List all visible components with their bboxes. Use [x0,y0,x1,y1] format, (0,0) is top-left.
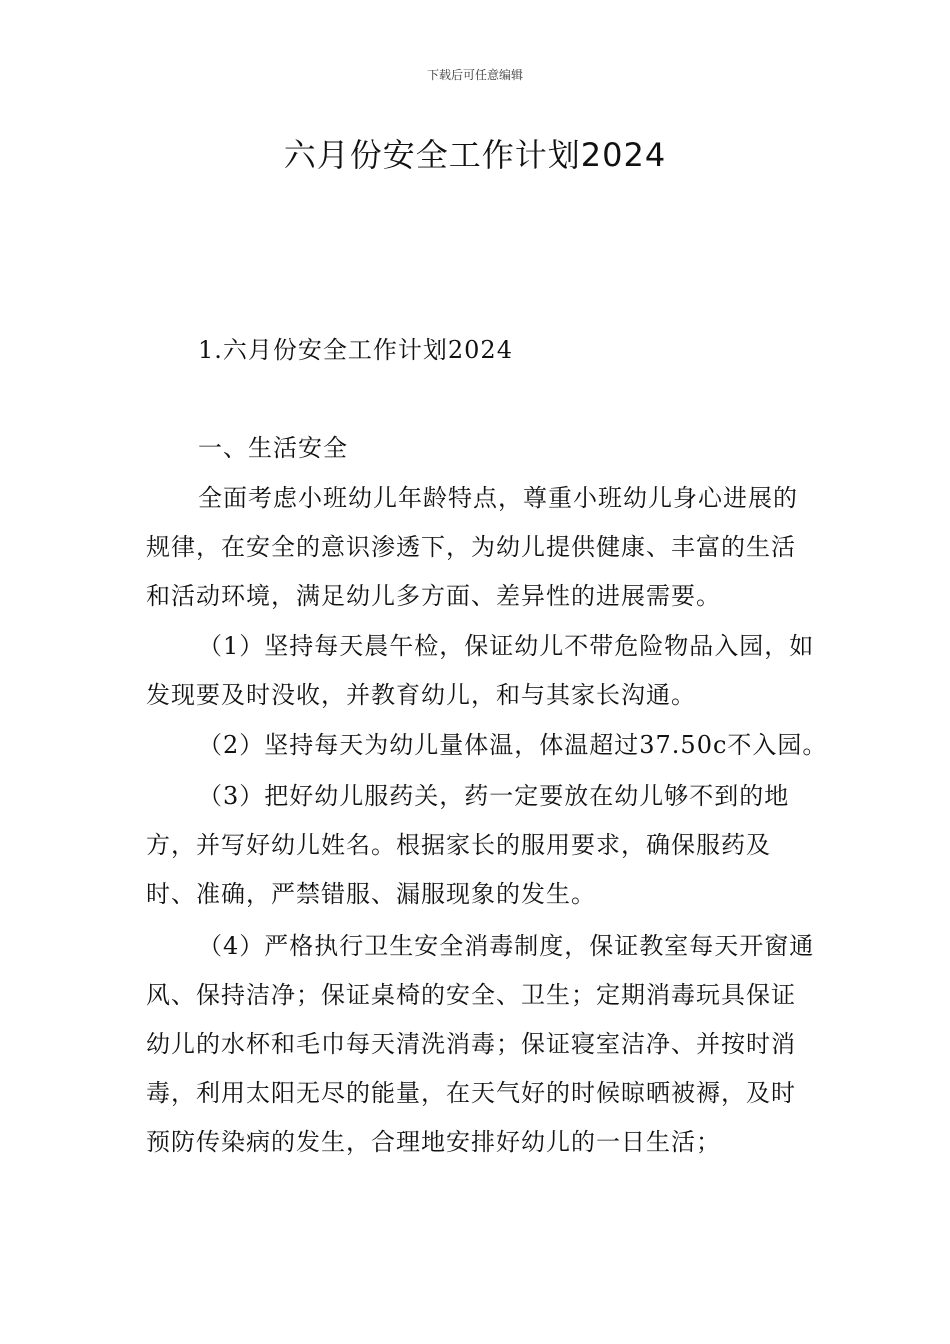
paragraph: （4）严格执行卫生安全消毒制度，保证教室每天开窗通风、保持洁净；保证桌椅的安全、卫生；定期消毒玩具保证幼儿的水杯和毛巾每天清洗消毒；保证寝室洁净、并按时消毒，利用太阳无尽的能量，在天气好的时候晾晒被褥，及时预防传染病的发生，合理地安排好幼儿的一日生活； [146,932,815,1156]
section-subtitle: 1.六月份安全工作计划2024 [198,336,513,364]
paragraph: （1）坚持每天晨午检，保证幼儿不带危险物品入园，如发现要及时没收，并教育幼儿，和与其家长沟通。 [146,632,815,709]
section-heading: 一、生活安全 [198,434,348,462]
paragraph: （3）把好幼儿服药关，药一定要放在幼儿够不到的地方，并写好幼儿姓名。根据家长的服用要求，确保服药及时、准确，严禁错服、漏服现象的发生。 [146,782,790,908]
paragraph: （2）坚持每天为幼儿量体温，体温超过37.50c不入园。 [198,731,828,759]
paragraph: 全面考虑小班幼儿年龄特点，尊重小班幼儿身心进展的规律，在安全的意识渗透下，为幼儿提供健康、丰富的生活和活动环境，满足幼儿多方面、差异性的进展需要。 [146,484,798,610]
document-title: 六月份安全工作计划2024 [283,136,667,174]
header-note: 下载后可任意编辑 [426,68,523,82]
